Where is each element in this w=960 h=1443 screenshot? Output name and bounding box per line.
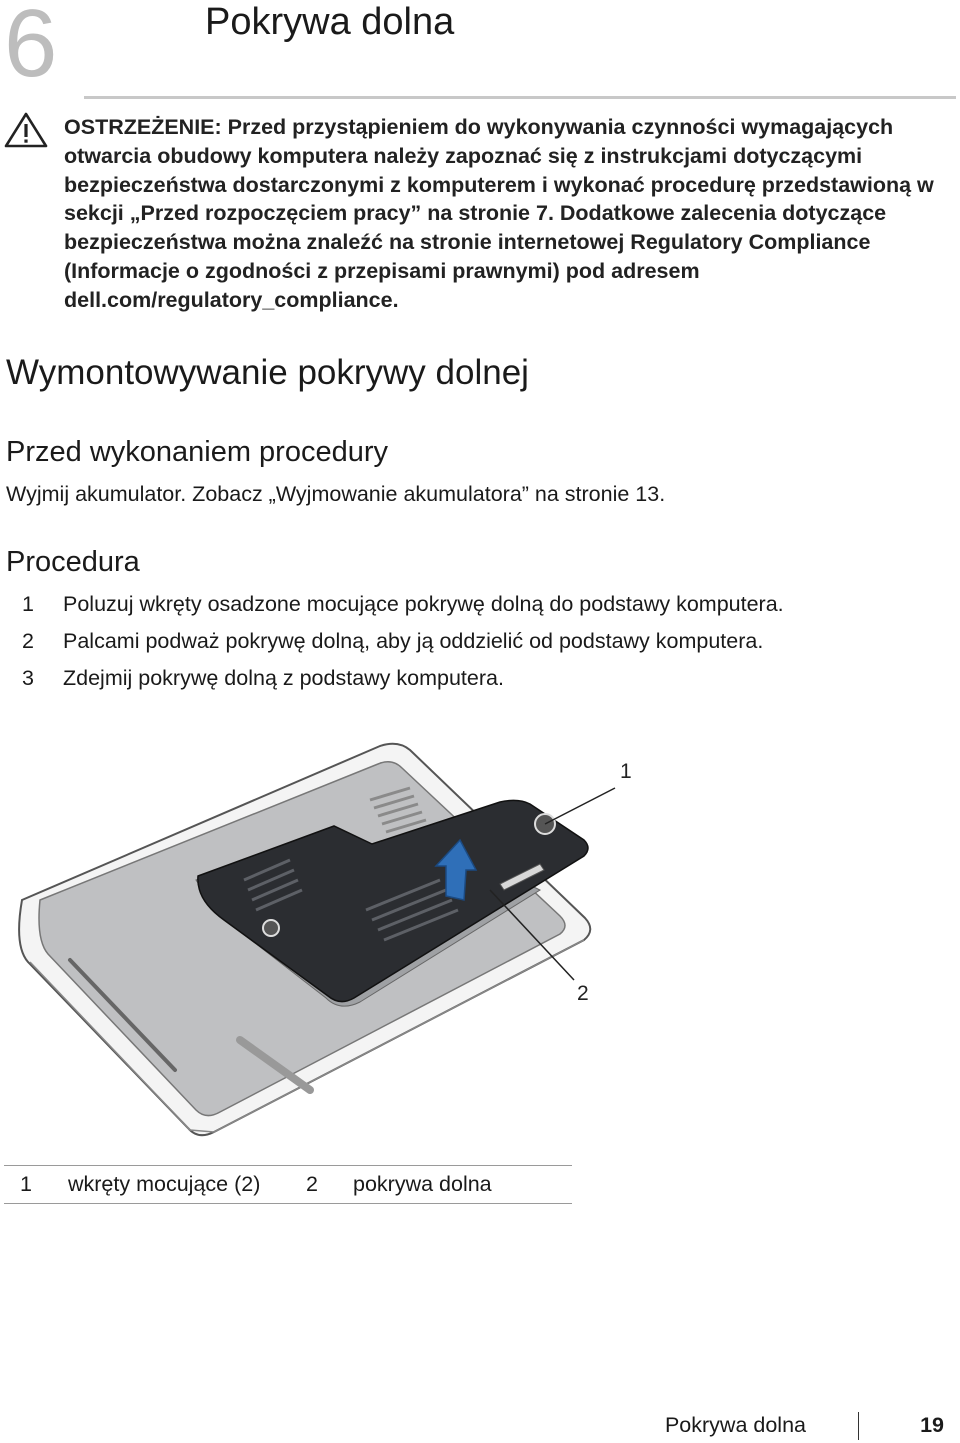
chapter-number: 6 — [4, 0, 58, 97]
procedure-steps — [22, 591, 942, 702]
warning-text: OSTRZEŻENIE: Przed przystąpieniem do wykonywania czynności wymagających otwarcia obudowy komputera należy zapoznać się z instrukcjami dotyczącymi bezpieczeństwa dostarczonymi z komputerem i wykonać procedurę przedstawioną w sekcji „Przed rozpoczęciem pracy” na stronie 7. Dodatkowe zalecenia dotyczące bezpieczeństwa można znaleźć na stronie internetowej Regulatory Compliance (Informacje o zgodności z przepisami prawnymi) pod adresem dell.com/regulatory_compliance. — [64, 115, 934, 312]
chapter-title: Pokrywa dolna — [205, 1, 455, 43]
legend-label: wkręty mocujące (2) — [68, 1172, 261, 1196]
laptop-base-illustration — [0, 740, 960, 1140]
procedure-step — [22, 628, 942, 665]
step-number: 2 — [22, 629, 34, 653]
step-text: Palcami podważ pokrywę dolną, aby ją oddzielić od podstawy komputera. — [63, 629, 764, 653]
procedure-step — [22, 665, 942, 702]
legend-label: pokrywa dolna — [353, 1172, 492, 1196]
section-title: Wymontowywanie pokrywy dolnej — [6, 353, 529, 392]
before-procedure-text: Wyjmij akumulator. Zobacz „Wyjmowanie akumulatora” na stronie 13. — [6, 482, 666, 506]
legend-bottom-rule — [4, 1203, 572, 1204]
before-procedure-heading: Przed wykonaniem procedury — [6, 436, 389, 468]
step-number: 3 — [22, 666, 34, 690]
procedure-step — [22, 591, 942, 628]
footer-section-title: Pokrywa dolna — [664, 1413, 806, 1437]
figure-legend — [4, 1166, 572, 1202]
step-text: Poluzuj wkręty osadzone mocujące pokrywę dolną do podstawy komputera. — [63, 592, 784, 616]
callout-1: 1 — [620, 760, 632, 783]
step-number: 1 — [22, 592, 34, 616]
procedure-heading: Procedura — [6, 546, 140, 578]
callout-2: 2 — [577, 982, 589, 1005]
page-number: 19 — [920, 1413, 944, 1437]
legend-number: 2 — [306, 1172, 318, 1196]
legend-number: 1 — [20, 1172, 32, 1196]
title-rule — [84, 96, 956, 99]
footer-separator — [858, 1412, 859, 1440]
warning-triangle-icon — [4, 112, 48, 148]
step-text: Zdejmij pokrywę dolną z podstawy komputera. — [63, 666, 504, 690]
